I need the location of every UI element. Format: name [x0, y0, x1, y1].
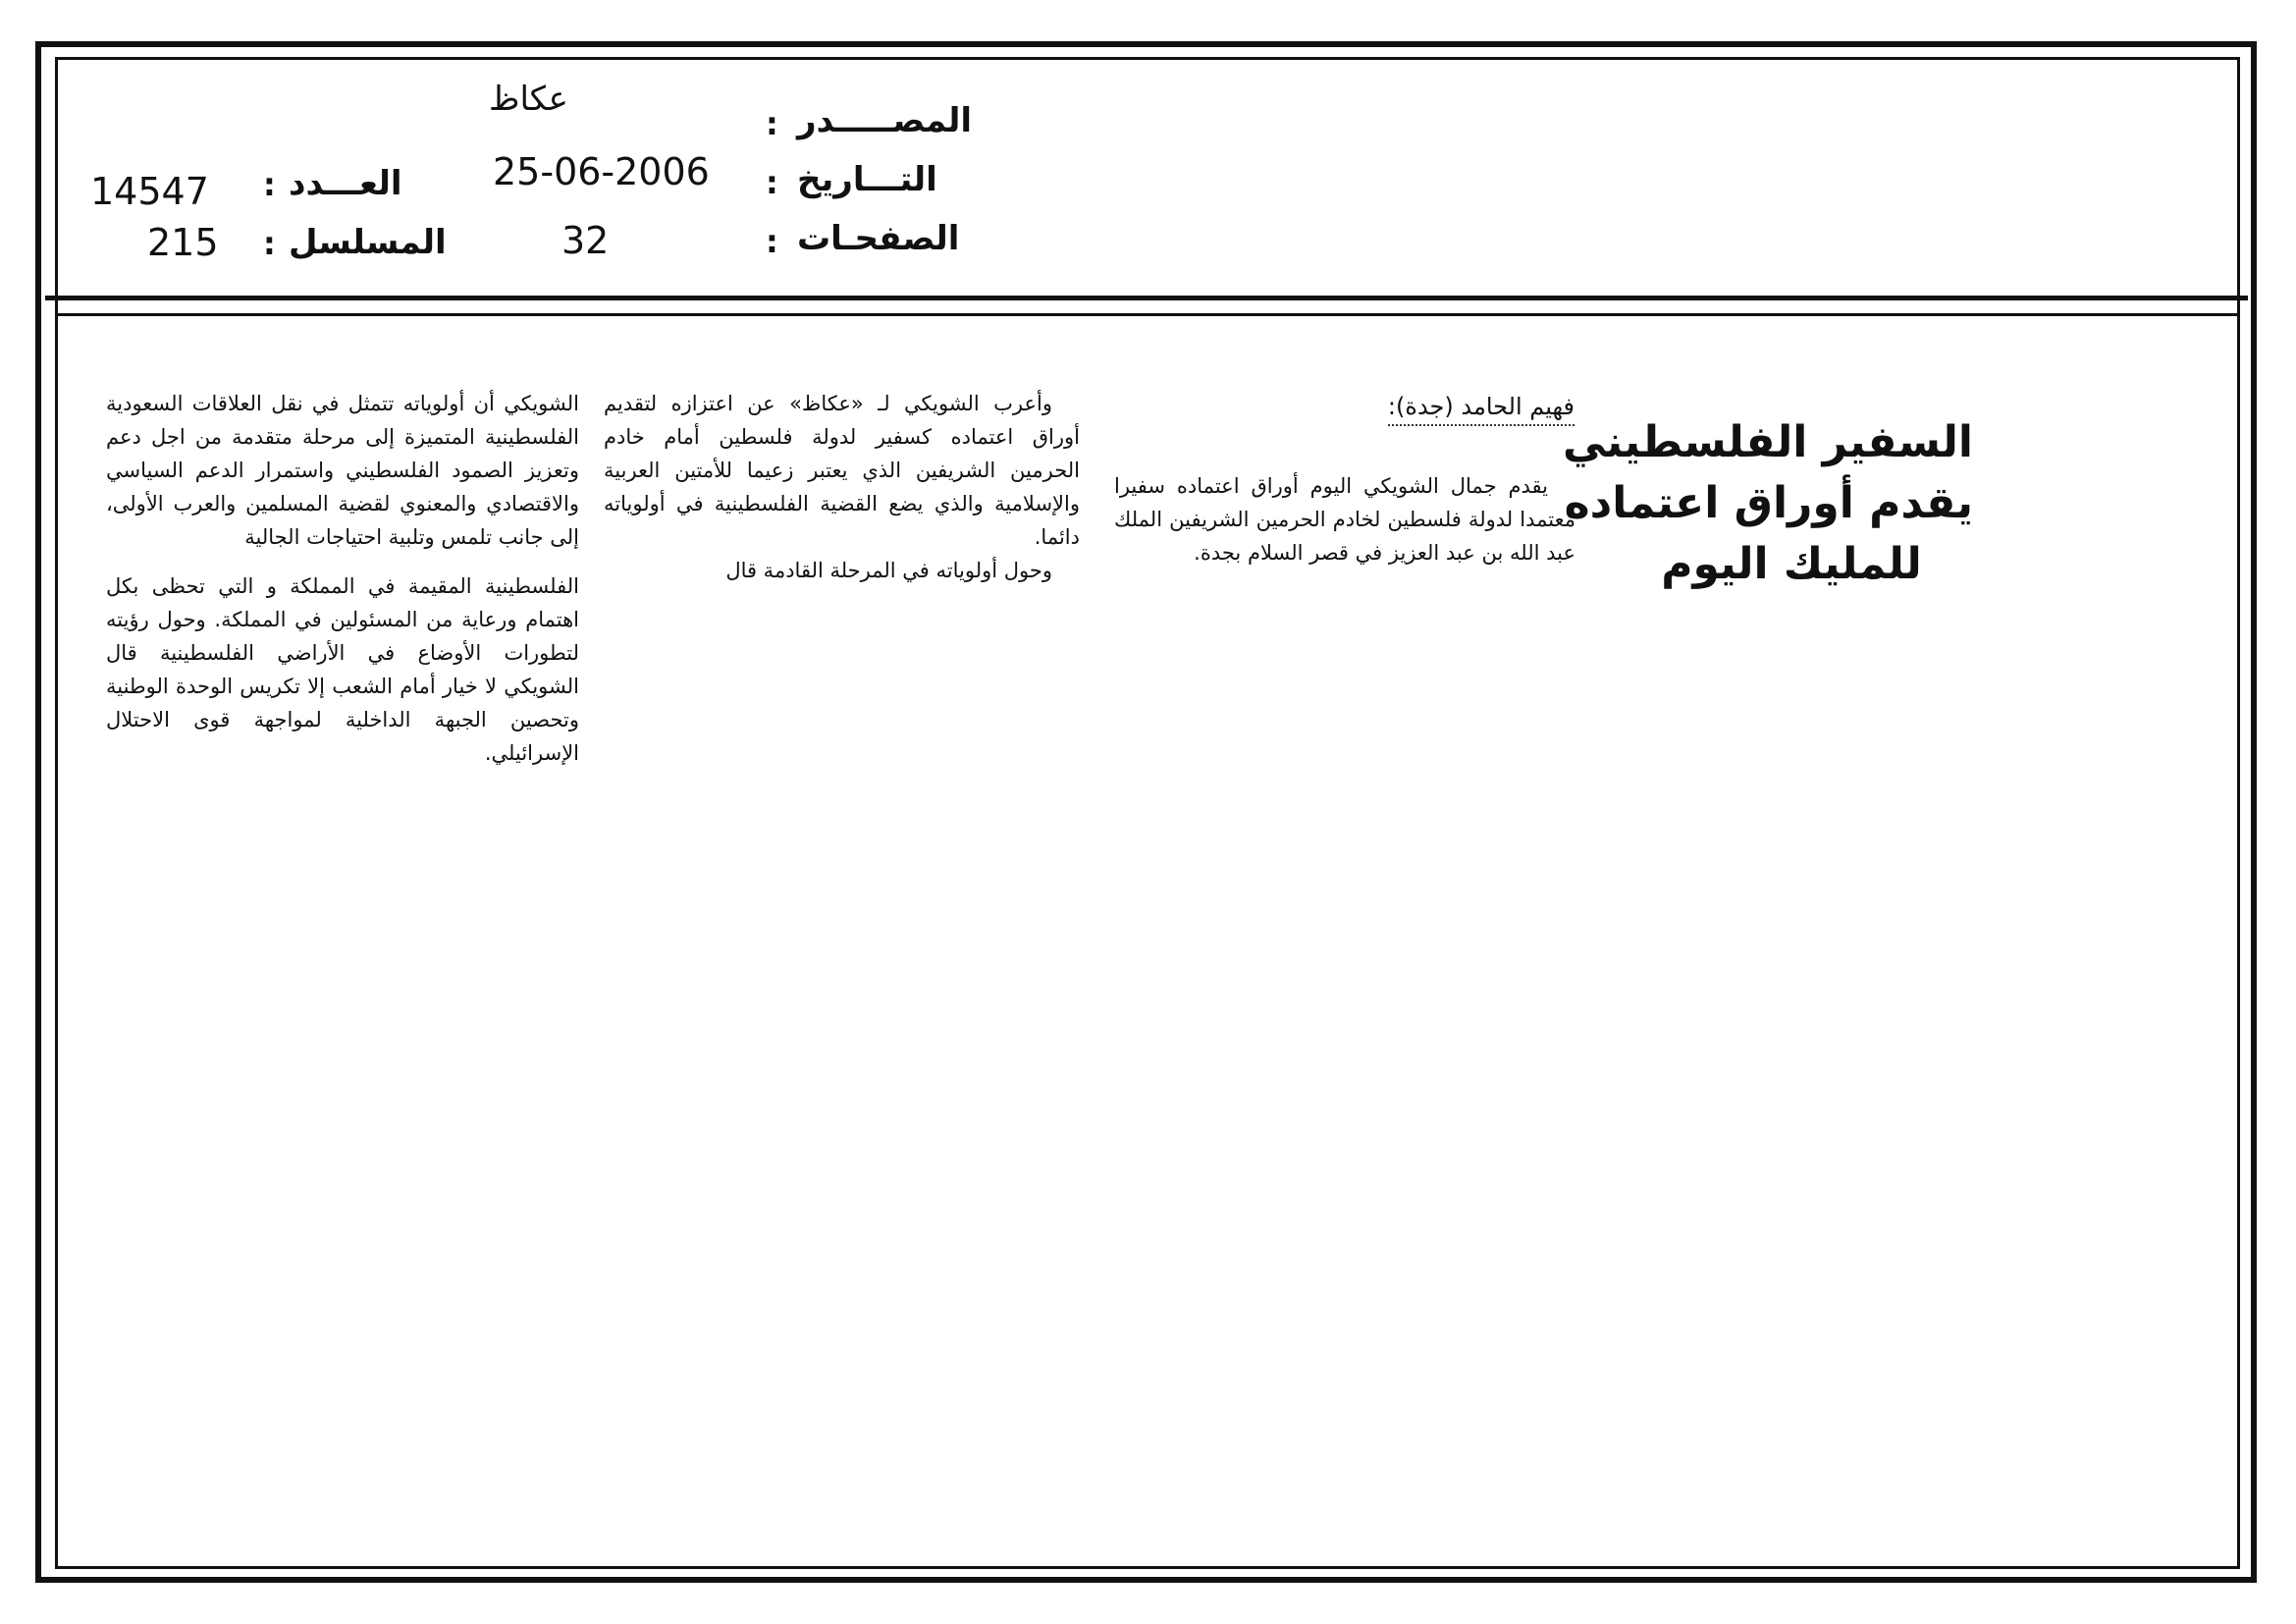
source-colon: :: [766, 105, 778, 142]
paragraph: الفلسطينية المقيمة في المملكة و التي تحظى بكل اهتمام ورعاية من المسئولين في المملكة. وحول رؤيته لتطورات الأوضاع في الأراضي الفلسطينية قال الشويكي لا خيار أمام الشعب إلا تكريس الوحدة الوطنية وتحصين الجبهة الداخلية لمواجهة قوى الاحتلال الإسرائيلي.: [106, 574, 579, 765]
serial-value: 215: [147, 221, 219, 264]
serial-label: المسلسل: [289, 223, 447, 262]
inner-border: [55, 57, 2240, 1569]
pages-label: الصفحـات: [797, 219, 960, 258]
headline-line: يقدم أوراق اعتماده: [1564, 478, 1973, 528]
header-divider-thin: [55, 313, 2240, 316]
headline-line: للمليك اليوم: [1661, 539, 1922, 589]
article-column-3: [106, 387, 579, 770]
article-headline: [1563, 412, 1973, 595]
paragraph: الشويكي أن أولوياته تتمثل في نقل العلاقات السعودية الفلسطينية المتميزة إلى مرحلة متقدمة من اجل دعم وتعزيز الصمود الفلسطيني واستمرار الدعم السياسي والاقتصادي والمعنوي لقضية المسلمين والعرب الأولى، إلى جانب تلمس وتلبية احتياجات الجالية: [106, 392, 579, 549]
serial-colon: :: [263, 225, 276, 262]
paragraph: وحول أولوياته في المرحلة القادمة قال: [725, 559, 1052, 582]
date-value: 25-06-2006: [493, 150, 710, 193]
paragraph: وأعرب الشويكي لـ «عكاظ» عن اعتزازه لتقديم أوراق اعتماده كسفير لدولة فلسطين أمام خادم الحرمين الشريفين الذي يعتبر زعيما للأمتين العربية والإسلامية والذي يضع القضية الفلسطينية في أولوياته دائما.: [604, 392, 1080, 549]
source-value: عكاظ: [489, 80, 568, 119]
article-column-2: [604, 387, 1080, 587]
header-divider-thick: [45, 296, 2248, 300]
headline-line: السفير الفلسطيني: [1563, 417, 1973, 467]
pages-value: 32: [561, 219, 610, 262]
issue-colon: :: [263, 166, 276, 203]
issue-value: 14547: [90, 170, 209, 213]
source-label: المصـــــدر: [797, 101, 973, 140]
byline: فهيم الحامد (جدة):: [1388, 393, 1575, 426]
date-label: التـــاريخ: [797, 160, 937, 199]
pages-colon: :: [766, 223, 778, 260]
article-column-1: [1114, 469, 1575, 569]
issue-label: العـــدد: [289, 164, 402, 203]
paragraph: يقدم جمال الشويكي اليوم أوراق اعتماده سفيرا معتمدا لدولة فلسطين لخادم الحرمين الشريفين الملك عبد الله بن عبد العزيز في قصر السلام بجدة.: [1114, 474, 1575, 565]
date-colon: :: [766, 164, 778, 201]
